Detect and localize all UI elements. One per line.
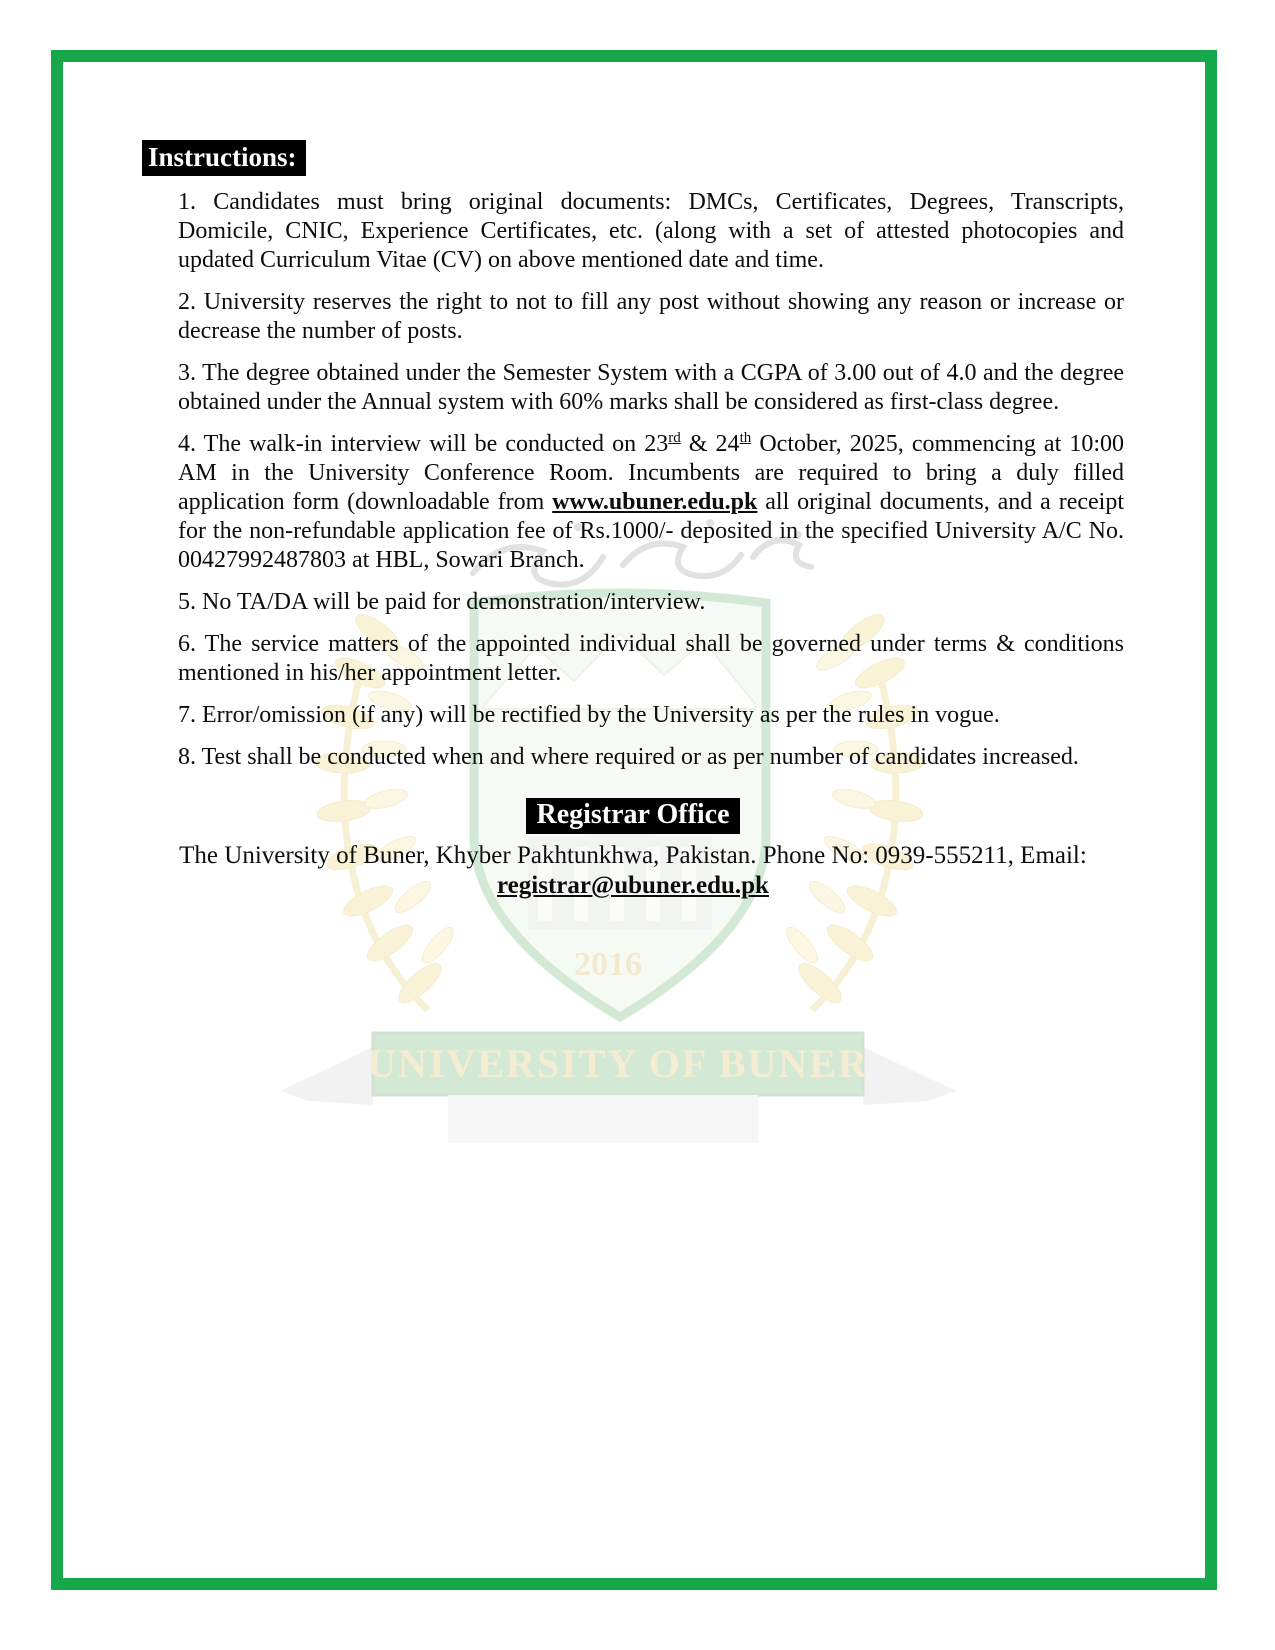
item4-ordinal-rd: rd (668, 430, 681, 446)
university-website-link[interactable]: www.ubuner.edu.pk (552, 489, 758, 515)
instruction-item-1: 1. Candidates must bring original documents: DMCs, Certificates, Degrees, Transcripts, Domicile, CNIC, Experience Certificates, etc. (along with a set of attested photocopies and updated Curriculum Vitae (CV) on above mentioned date and time. (178, 189, 1124, 273)
banner-ribbon (280, 1033, 956, 1143)
ribbon-wing-right (863, 1047, 956, 1105)
registrar-email-link[interactable]: registrar@ubuner.edu.pk (497, 872, 769, 899)
founding-year: 2016 (574, 946, 642, 983)
registrar-office-heading: Registrar Office (526, 798, 739, 834)
instruction-item-3: 3. The degree obtained under the Semester System with a CGPA of 3.00 out of 4.0 and the degree obtained under the Annual system with 60% marks shall be considered as first-class degree. (178, 360, 1124, 415)
instructions-list (142, 188, 1124, 772)
item4-text: 4. The walk-in interview will be conducted on 23 (178, 431, 669, 457)
registrar-contact-line: The University of Buner, Khyber Pakhtunkhwa, Pakistan. Phone No: 0939-555211, Email: (179, 842, 1087, 869)
banner-text: UNIVERSITY OF BUNER (367, 1041, 869, 1086)
ribbon-wing-left (280, 1047, 373, 1105)
item4-text: all original documents, and a receipt for the non-refundable application fee of Rs.1000/- deposited in the specified University A/C No. 00427992487803 at HBL, Sowari Branch. (178, 489, 1124, 573)
instruction-item-8: 8. Test shall be conducted when and where required or as per number of candidates increased. (178, 744, 1079, 770)
instruction-item-6: 6. The service matters of the appointed individual shall be governed under terms & conditions mentioned in his/her appointment letter. (178, 631, 1124, 686)
item4-text: & 24 (680, 431, 740, 457)
registrar-office-section (142, 798, 1124, 900)
instruction-item-7: 7. Error/omission (if any) will be rectified by the University as per the rules in vogue. (178, 702, 1000, 728)
document-body (142, 140, 1124, 900)
item4-ordinal-th: th (739, 430, 752, 446)
ribbon-tab (448, 1095, 758, 1143)
instruction-item-5: 5. No TA/DA will be paid for demonstration/interview. (178, 589, 706, 615)
item4-text: October, 2025, commencing at 10:00 AM in the University Conference Room. Incumbents are required to bring a duly filled application form (downloadable from (178, 431, 1124, 515)
instruction-item-2: 2. University reserves the right to not to fill any post without showing any reason or increase or decrease the number of posts. (178, 289, 1124, 344)
registrar-email-line (142, 871, 1124, 900)
instruction-item-4 (142, 430, 1124, 575)
instructions-heading: Instructions: (142, 140, 306, 176)
